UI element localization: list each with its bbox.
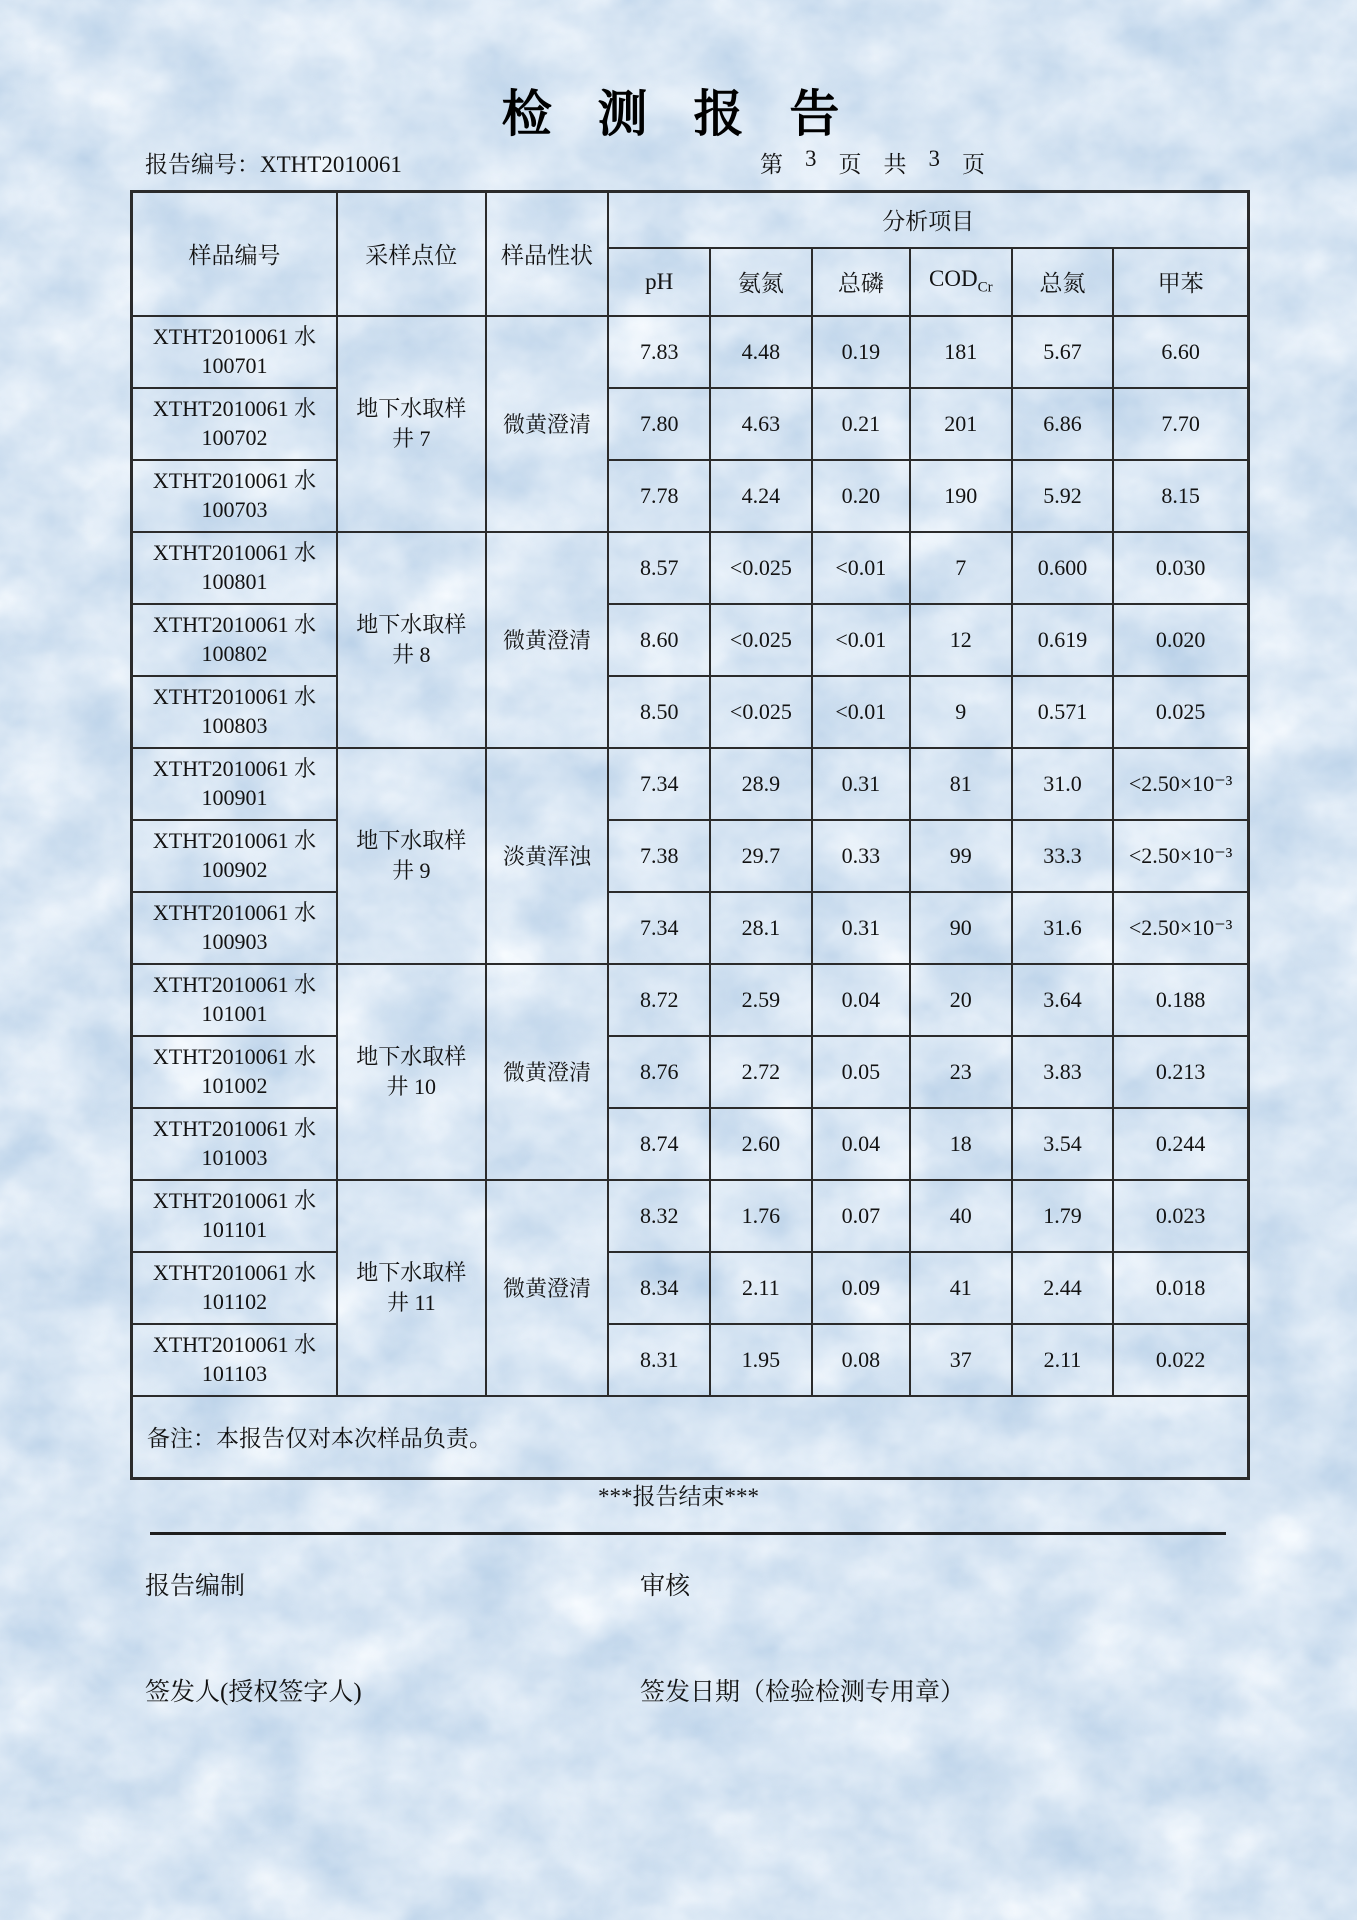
sample-id-line: XTHT2010061 水 [152, 971, 317, 997]
value-cell: 190 [910, 460, 1012, 532]
page-indicator-part: 第 [760, 152, 783, 177]
value-cell: 0.025 [1113, 676, 1248, 748]
report-end-mark: ***报告结束*** [598, 1484, 759, 1509]
value-cell: 0.19 [812, 316, 910, 388]
sampling-point-line: 地下水取样 [356, 1043, 467, 1069]
value-cell: <2.50×10⁻³ [1113, 748, 1248, 820]
sample-id-line: 101002 [201, 1072, 268, 1098]
table-row [132, 1324, 1249, 1396]
value-cell: 8.57 [608, 532, 710, 604]
value-cell: 0.020 [1113, 604, 1248, 676]
value-cell: 8.60 [608, 604, 710, 676]
value-cell: 7.34 [608, 748, 710, 820]
note-cell: 备注：本报告仅对本次样品负责。 [132, 1396, 1249, 1479]
value-cell: 31.0 [1012, 748, 1114, 820]
sample-id-line: XTHT2010061 水 [152, 395, 317, 421]
value-cell: 81 [910, 748, 1012, 820]
signature-divider-line [150, 1532, 1226, 1535]
value-cell: 0.030 [1113, 532, 1248, 604]
sampling-point-cell [337, 1180, 486, 1396]
sample-character-cell: 微黄澄清 [486, 964, 609, 1180]
issue-date-label: 签发日期（检验检测专用章） [640, 1679, 966, 1706]
value-cell: <0.01 [812, 604, 910, 676]
value-cell: <0.025 [710, 604, 812, 676]
value-cell: 41 [910, 1252, 1012, 1324]
value-cell: 40 [910, 1180, 1012, 1252]
value-cell: 99 [910, 820, 1012, 892]
param-label: 氨氮 [737, 271, 784, 296]
sample-id-line: 101101 [201, 1216, 268, 1242]
page-indicator [760, 146, 985, 179]
sample-id-line: XTHT2010061 水 [152, 467, 317, 493]
sample-id-cell [132, 1108, 338, 1180]
sampling-point-line: 井 9 [392, 857, 431, 883]
sample-id-cell [132, 532, 338, 604]
table-body [132, 316, 1249, 1396]
sampling-point-cell [337, 748, 486, 964]
value-cell: 0.09 [812, 1252, 910, 1324]
sample-id-line: XTHT2010061 水 [152, 1043, 317, 1069]
value-cell: 2.11 [710, 1252, 812, 1324]
table-row [132, 316, 1249, 388]
value-cell: <0.01 [812, 676, 910, 748]
param-subscript: Cr [977, 279, 993, 296]
value-cell: 0.022 [1113, 1324, 1248, 1396]
value-cell: 0.31 [812, 748, 910, 820]
value-cell: 9 [910, 676, 1012, 748]
sampling-point-line: 地下水取样 [356, 611, 467, 637]
value-cell: 7.34 [608, 892, 710, 964]
sample-id-line: XTHT2010061 水 [152, 1187, 317, 1213]
page-total: 3 [928, 146, 940, 171]
value-cell: 31.6 [1012, 892, 1114, 964]
sample-id-line: XTHT2010061 水 [152, 1331, 317, 1357]
param-label: 总磷 [837, 271, 884, 296]
sample-id-line: 100702 [201, 424, 268, 450]
value-cell: 4.63 [710, 388, 812, 460]
table-row [132, 1036, 1249, 1108]
value-cell: 2.11 [1012, 1324, 1114, 1396]
value-cell: <0.025 [710, 676, 812, 748]
prepared-by-label: 报告编制 [145, 1573, 246, 1600]
value-cell: 2.44 [1012, 1252, 1114, 1324]
value-cell: 8.72 [608, 964, 710, 1036]
sample-id-cell [132, 460, 338, 532]
value-cell: 90 [910, 892, 1012, 964]
param-label: 总氮 [1039, 271, 1086, 296]
value-cell: 2.59 [710, 964, 812, 1036]
sample-id-cell [132, 964, 338, 1036]
value-cell: 4.24 [710, 460, 812, 532]
table-row [132, 604, 1249, 676]
header-sample-id: 样品编号 [132, 192, 338, 316]
value-cell: <0.01 [812, 532, 910, 604]
page-number: 3 [805, 146, 817, 171]
value-cell: <2.50×10⁻³ [1113, 820, 1248, 892]
value-cell: 8.74 [608, 1108, 710, 1180]
sample-id-line: XTHT2010061 水 [152, 683, 317, 709]
param-label: 甲苯 [1157, 271, 1204, 296]
value-cell: 7.83 [608, 316, 710, 388]
sampling-point-line: 井 11 [386, 1289, 436, 1315]
sample-id-line: 100803 [201, 712, 268, 738]
sample-id-line: 101003 [201, 1144, 268, 1170]
table-row [132, 532, 1249, 604]
page-indicator-part: 页 [962, 152, 985, 177]
sample-id-line: 101001 [201, 1000, 268, 1026]
sample-id-cell [132, 676, 338, 748]
issuer-label: 签发人(授权签字人) [145, 1679, 362, 1706]
table-row [132, 460, 1249, 532]
value-cell: 0.018 [1113, 1252, 1248, 1324]
sampling-point-line: 井 10 [386, 1073, 437, 1099]
value-cell: 0.244 [1113, 1108, 1248, 1180]
report-number [145, 146, 402, 179]
sample-id-line: 100703 [201, 496, 268, 522]
value-cell: 7.80 [608, 388, 710, 460]
header-sample-character: 样品性状 [486, 192, 609, 316]
table-row [132, 748, 1249, 820]
header-param-2 [812, 248, 910, 316]
value-cell: 0.04 [812, 1108, 910, 1180]
sample-id-cell [132, 892, 338, 964]
sampling-point-cell [337, 964, 486, 1180]
value-cell: 3.54 [1012, 1108, 1114, 1180]
report-number-label: 报告编号： [145, 152, 260, 177]
sample-id-cell [132, 388, 338, 460]
value-cell: 20 [910, 964, 1012, 1036]
sample-id-line: 100902 [201, 856, 268, 882]
value-cell: 0.188 [1113, 964, 1248, 1036]
sample-id-cell [132, 1180, 338, 1252]
sample-id-line: XTHT2010061 水 [152, 755, 317, 781]
sampling-point-cell [337, 532, 486, 748]
sample-id-cell [132, 1324, 338, 1396]
reviewed-by-label: 审核 [640, 1573, 691, 1600]
table-row [132, 1252, 1249, 1324]
sampling-point-line: 地下水取样 [356, 827, 467, 853]
param-label: COD [929, 266, 978, 292]
sample-id-cell [132, 820, 338, 892]
value-cell: 28.9 [710, 748, 812, 820]
sample-id-line: XTHT2010061 水 [152, 1115, 317, 1141]
value-cell: 8.31 [608, 1324, 710, 1396]
value-cell: 1.76 [710, 1180, 812, 1252]
value-cell: 8.76 [608, 1036, 710, 1108]
value-cell: 7.78 [608, 460, 710, 532]
sample-id-line: 101103 [201, 1360, 268, 1386]
header-param-3 [910, 248, 1012, 316]
value-cell: 6.60 [1113, 316, 1248, 388]
value-cell: 12 [910, 604, 1012, 676]
sample-id-cell [132, 748, 338, 820]
value-cell: 0.619 [1012, 604, 1114, 676]
sample-id-cell [132, 1252, 338, 1324]
table-row [132, 892, 1249, 964]
table-row [132, 964, 1249, 1036]
table-row [132, 388, 1249, 460]
sample-id-line: 100901 [201, 784, 268, 810]
sample-id-line: XTHT2010061 水 [152, 899, 317, 925]
sample-id-line: 100903 [201, 928, 268, 954]
table-row [132, 676, 1249, 748]
value-cell: 23 [910, 1036, 1012, 1108]
value-cell: 5.92 [1012, 460, 1114, 532]
sample-character-cell: 微黄澄清 [486, 316, 609, 532]
header-param-0 [608, 248, 710, 316]
value-cell: 0.31 [812, 892, 910, 964]
sample-id-line: XTHT2010061 水 [152, 611, 317, 637]
sample-id-line: 100701 [201, 352, 268, 378]
value-cell: 5.67 [1012, 316, 1114, 388]
sample-character-cell: 微黄澄清 [486, 532, 609, 748]
sample-id-line: 101102 [201, 1288, 268, 1314]
value-cell: 7.38 [608, 820, 710, 892]
header-param-1 [710, 248, 812, 316]
sample-id-line: XTHT2010061 水 [152, 539, 317, 565]
value-cell: 0.20 [812, 460, 910, 532]
value-cell: 18 [910, 1108, 1012, 1180]
header-sampling-point: 采样点位 [337, 192, 486, 316]
value-cell: 8.32 [608, 1180, 710, 1252]
value-cell: 8.34 [608, 1252, 710, 1324]
sample-id-cell [132, 316, 338, 388]
param-label: pH [645, 268, 674, 294]
table-row [132, 820, 1249, 892]
value-cell: 7 [910, 532, 1012, 604]
sample-id-cell [132, 604, 338, 676]
value-cell: 8.15 [1113, 460, 1248, 532]
value-cell: 0.21 [812, 388, 910, 460]
value-cell: 2.72 [710, 1036, 812, 1108]
value-cell: <2.50×10⁻³ [1113, 892, 1248, 964]
sample-id-line: 100802 [201, 640, 268, 666]
page-indicator-part: 共 [883, 152, 907, 177]
value-cell: 0.571 [1012, 676, 1114, 748]
table-row [132, 1180, 1249, 1252]
value-cell: 3.64 [1012, 964, 1114, 1036]
value-cell: 0.023 [1113, 1180, 1248, 1252]
sampling-point-line: 地下水取样 [356, 1259, 467, 1285]
value-cell: 37 [910, 1324, 1012, 1396]
header-param-4 [1012, 248, 1114, 316]
header-analysis-items: 分析项目 [608, 192, 1248, 248]
value-cell: 6.86 [1012, 388, 1114, 460]
page-title: 检 测 报 告 [501, 86, 856, 142]
value-cell: 1.95 [710, 1324, 812, 1396]
sample-id-cell [132, 1036, 338, 1108]
value-cell: 7.70 [1113, 388, 1248, 460]
sampling-point-cell [337, 316, 486, 532]
sample-id-line: XTHT2010061 水 [152, 827, 317, 853]
value-cell: <0.025 [710, 532, 812, 604]
sampling-point-line: 井 7 [392, 425, 431, 451]
sample-character-cell: 淡黄浑浊 [486, 748, 609, 964]
analysis-results-table [130, 190, 1250, 1480]
header-param-5 [1113, 248, 1248, 316]
sample-id-line: XTHT2010061 水 [152, 323, 317, 349]
table-row [132, 1108, 1249, 1180]
value-cell: 201 [910, 388, 1012, 460]
value-cell: 0.33 [812, 820, 910, 892]
note-row [132, 1396, 1249, 1479]
value-cell: 0.213 [1113, 1036, 1248, 1108]
value-cell: 0.600 [1012, 532, 1114, 604]
value-cell: 29.7 [710, 820, 812, 892]
table-header-row-top [132, 192, 1249, 248]
sample-id-line: XTHT2010061 水 [152, 1259, 317, 1285]
value-cell: 33.3 [1012, 820, 1114, 892]
value-cell: 0.07 [812, 1180, 910, 1252]
value-cell: 181 [910, 316, 1012, 388]
value-cell: 4.48 [710, 316, 812, 388]
report-number-value: XTHT2010061 [260, 152, 402, 177]
value-cell: 8.50 [608, 676, 710, 748]
value-cell: 3.83 [1012, 1036, 1114, 1108]
value-cell: 0.05 [812, 1036, 910, 1108]
page-indicator-part: 页 [838, 152, 862, 177]
value-cell: 28.1 [710, 892, 812, 964]
value-cell: 0.04 [812, 964, 910, 1036]
sample-id-line: 100801 [201, 568, 268, 594]
table-note-section [132, 1396, 1249, 1479]
value-cell: 0.08 [812, 1324, 910, 1396]
value-cell: 2.60 [710, 1108, 812, 1180]
value-cell: 1.79 [1012, 1180, 1114, 1252]
sample-character-cell: 微黄澄清 [486, 1180, 609, 1396]
sampling-point-line: 井 8 [392, 641, 431, 667]
sampling-point-line: 地下水取样 [356, 395, 467, 421]
